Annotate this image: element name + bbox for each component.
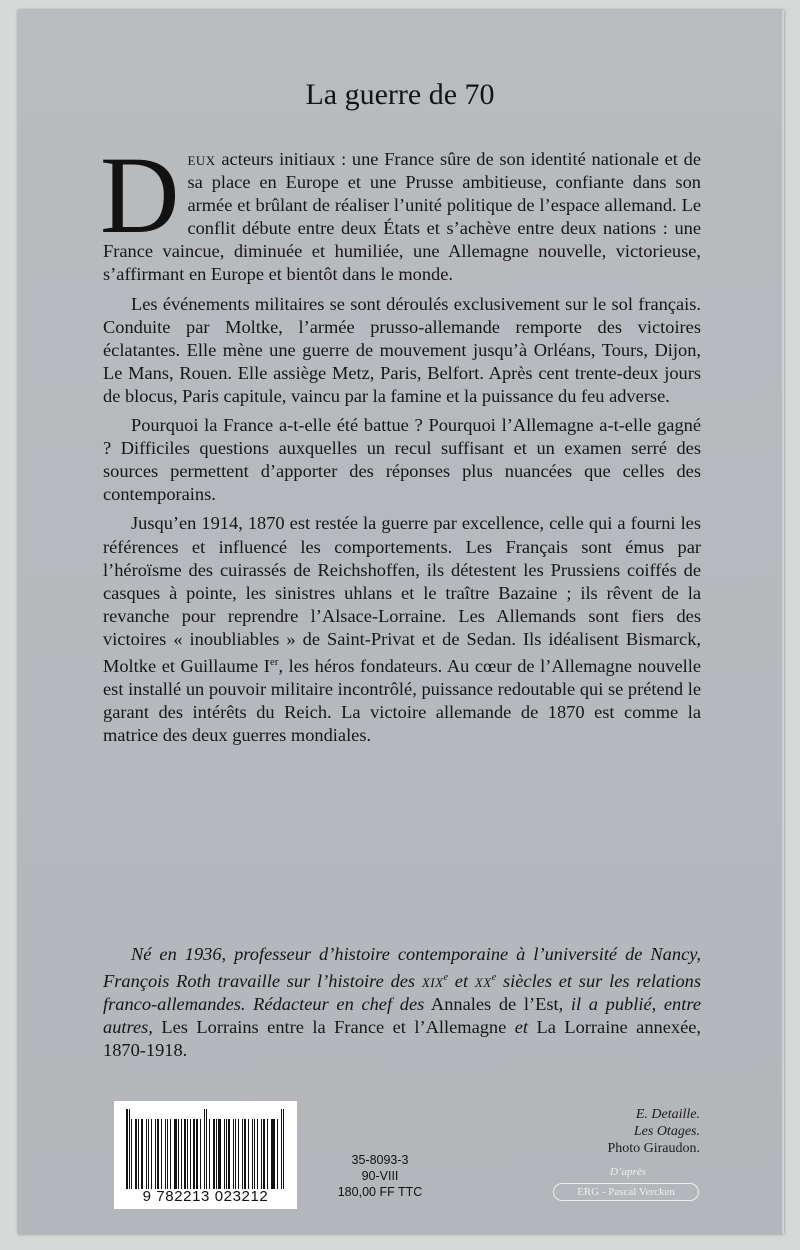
barcode-bar xyxy=(267,1119,268,1189)
drop-cap: D xyxy=(100,134,180,256)
barcode-bar xyxy=(200,1119,201,1189)
blurb-paragraph-3: Pourquoi la France a-t-elle été battue ? Pourquoi l’Allemagne a-t-elle gagné ? Difficiles questions auxquelles un recul suffisant et un examen serré des sources permettent d’apporter des réponses plus nuancées que celles des contemporains. xyxy=(103,415,701,505)
barcode-number: 9 782213 023212 xyxy=(142,1188,269,1205)
bio-roman-3: La Lorraine annexée, 1870-1918. xyxy=(103,1017,701,1061)
credit-artist: E. Detaille. xyxy=(635,1107,700,1122)
barcode-bar xyxy=(242,1119,243,1189)
blurb-paragraph-1 xyxy=(100,134,701,287)
catalog-codes xyxy=(320,1152,440,1200)
barcode-bar xyxy=(174,1119,176,1189)
barcode-bar xyxy=(233,1119,234,1189)
blurb-paragraph-2: Les événements militaires se sont déroulés exclusivement sur le sol français. Conduite par Moltke, l’armée prusso-allemande remporte des victoires éclatantes. Elle mène une guerre de mouvement jusqu’à Orléans, Tours, Dijon, Le Mans, Rouen. Elle assiège Metz, Paris, Belfort. Après cent trente-deux jours de blocus, Paris capitule, vaincu par la famine et la puissance du feu adverse. xyxy=(103,293,701,406)
bio-century-20: xx xyxy=(474,971,492,992)
barcode-bar xyxy=(209,1119,211,1189)
barcode-bar xyxy=(167,1119,168,1189)
barcode-bar xyxy=(146,1119,148,1189)
barcode-bar xyxy=(271,1119,272,1189)
barcode-bar xyxy=(228,1119,230,1189)
reference-code: 35-8093-3 xyxy=(351,1153,409,1167)
bio-italic-4: il a publié, entre autres, xyxy=(103,994,701,1038)
barcode-bar xyxy=(252,1119,254,1189)
barcode xyxy=(114,1101,297,1209)
book-title: La guerre de 70 xyxy=(305,78,495,111)
bio-roman-1: Annales de l’Est, xyxy=(424,994,571,1015)
lead-small-caps: eux xyxy=(187,149,216,169)
barcode-bar xyxy=(141,1119,143,1189)
paragraph-1-text: acteurs initiaux : une France sûre de son identité nationale et de sa place en Europe et une Prusse ambitieuse, confiante dans son armée et brûlant de réaliser l’unité politique de l’espace allemand. Le conflit débute entre deux États et s’achève entre deux nations : une France vaincue, diminuée et humiliée, une Allemagne nouvelle, victorieuse, s’affirmant en Europe et bientôt dans le monde. xyxy=(103,149,701,285)
superscript-er: er xyxy=(269,655,279,668)
barcode-bar xyxy=(157,1119,159,1189)
bio-italic-3: siècles et sur les relations franco-allemandes. Rédacteur en chef des xyxy=(103,971,702,1015)
barcode-bar xyxy=(151,1119,152,1189)
barcode-bar xyxy=(161,1119,163,1189)
barcode-bar xyxy=(148,1119,149,1189)
paragraph-4-part-1: Jusqu’en 1914, 1870 est restée la guerre par excellence, celle qui a fourni les références et influencé les comportements. Les Français sont émus par l’héroïsme des cuirassés de Reichshoffen, ils détestent les Prussiens coiffés de casques à pointe, les sinistres uhlans et le traître Bazaine ; ils rêvent de la revanche pour reprendre l’Alsace-Lorraine. Les Allemands sont fiers des victoires « inoubliables » de Saint-Privat et de Sedan. Ils idéalisent Bismarck, Moltke et Guillaume I xyxy=(103,513,701,677)
barcode-bar xyxy=(196,1119,198,1189)
author-bio xyxy=(103,943,701,1062)
barcode-bar xyxy=(272,1119,274,1189)
bio-sup-2: e xyxy=(491,972,497,983)
bio-italic-2: et xyxy=(448,971,475,992)
credit-photo: Photo Giraudon. xyxy=(607,1141,700,1156)
bio-sup-1: e xyxy=(443,972,449,983)
barcode-bar xyxy=(224,1119,225,1189)
barcode-bar xyxy=(129,1109,130,1189)
barcode-bar xyxy=(238,1119,239,1189)
design-logo: ERG - Pascal Vercken xyxy=(553,1183,699,1201)
barcode-bar xyxy=(281,1109,283,1189)
image-credits xyxy=(607,1106,700,1157)
barcode-bar xyxy=(126,1109,128,1189)
bio-italic-1: Né en 1936, professeur d’histoire contemporaine à l’université de Nancy, François Roth travaille sur l’histoire des xyxy=(103,944,701,992)
barcode-bar xyxy=(218,1119,220,1189)
barcode-bar xyxy=(204,1109,205,1189)
barcode-bar xyxy=(235,1119,237,1189)
barcode-bars xyxy=(126,1109,286,1189)
barcode-bar xyxy=(184,1119,186,1189)
barcode-bar xyxy=(170,1119,172,1189)
bio-century-19: xix xyxy=(421,971,444,992)
barcode-bar xyxy=(216,1119,217,1189)
blurb-paragraph-4 xyxy=(103,512,701,747)
bio-roman-2: Les Lorrains entre la France et l’Allemagne xyxy=(152,1017,515,1038)
barcode-bar xyxy=(131,1119,132,1189)
barcode-bar xyxy=(193,1119,195,1189)
barcode-bar xyxy=(254,1119,255,1189)
design-dapres: D’après xyxy=(610,1166,647,1178)
barcode-bar xyxy=(277,1119,278,1189)
barcode-bar xyxy=(190,1119,191,1189)
barcode-bar xyxy=(283,1109,284,1189)
paragraph-4-part-2: , les héros fondateurs. Au cœur de l’Allemagne nouvelle est installé un pouvoir militaire incontrôlé, puissance redoutable qui se prétend le garant des intérêts du Reich. La victoire allemande de 1870 est comme la matrice des deux guerres mondiales. xyxy=(103,656,702,746)
barcode-bar xyxy=(261,1119,263,1189)
bio-italic-5: et xyxy=(514,1017,529,1038)
barcode-bar xyxy=(263,1119,265,1189)
barcode-bar xyxy=(178,1119,179,1189)
price-label: 180,00 FF TTC xyxy=(337,1185,423,1199)
barcode-bar xyxy=(165,1119,166,1189)
barcode-bar xyxy=(135,1119,137,1189)
barcode-bar xyxy=(248,1119,249,1189)
credit-work: Les Otages. xyxy=(633,1124,700,1139)
barcode-bar xyxy=(187,1119,188,1189)
barcode-bar xyxy=(244,1119,246,1189)
barcode-bar xyxy=(257,1119,258,1189)
blurb-text xyxy=(100,134,702,747)
barcode-bar xyxy=(226,1119,227,1189)
barcode-bar xyxy=(206,1109,207,1189)
barcode-bar xyxy=(138,1119,139,1189)
barcode-bar xyxy=(155,1119,156,1189)
barcode-bar xyxy=(181,1119,182,1189)
barcode-bar xyxy=(213,1119,215,1189)
section-code: 90-VIII xyxy=(361,1169,399,1183)
